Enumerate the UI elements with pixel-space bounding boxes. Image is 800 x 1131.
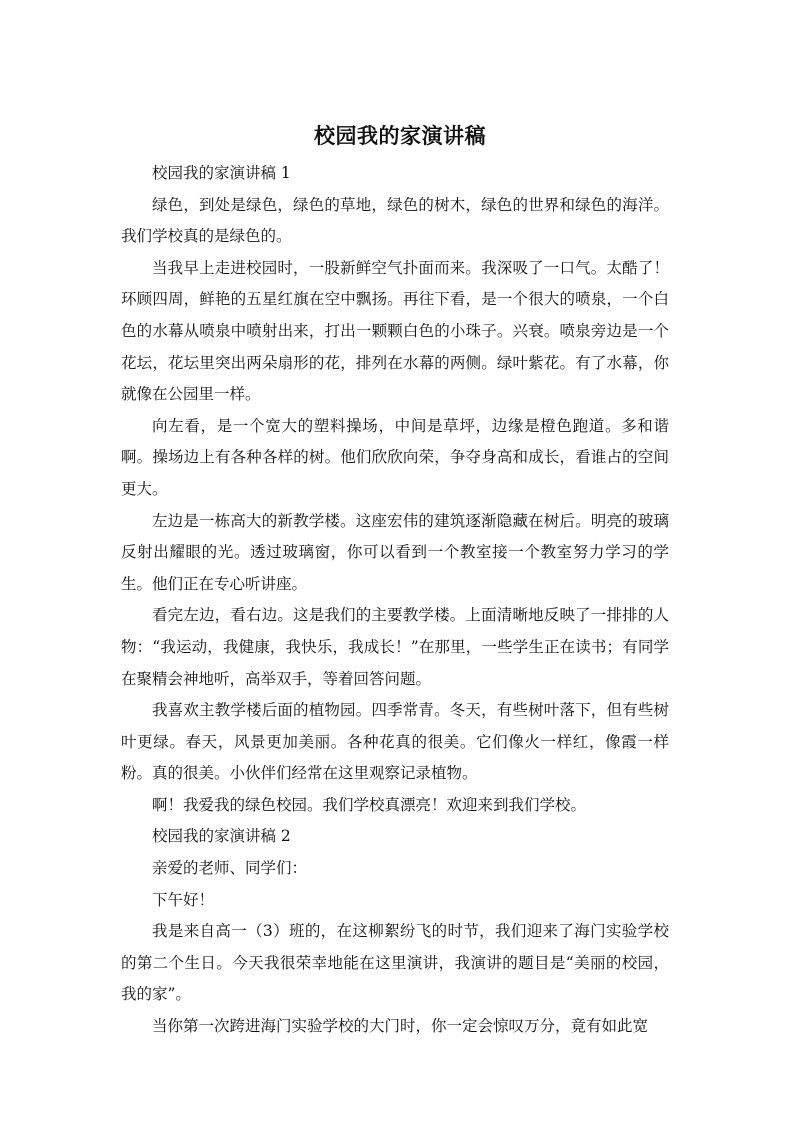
section-heading-1: 校园我的家演讲稿 1 bbox=[152, 164, 291, 182]
paragraph: 啊！我爱我的绿色校园。我们学校真漂亮！欢迎来到我们学校。 bbox=[152, 795, 587, 814]
paragraph: 绿色，到处是绿色，绿色的草地，绿色的树木，绿色的世界和绿色的海洋。我们学校真的是绿色的。 bbox=[121, 195, 669, 246]
document-title: 校园我的家演讲稿 bbox=[314, 124, 486, 148]
paragraph: 下午好！ bbox=[152, 890, 215, 909]
paragraph: 我喜欢主教学楼后面的植物园。四季常青。冬天，有些树叶落下，但有些树叶更绿。春天，风景更加美丽。各种花真的很美。它们像火一样红，像霞一样粉。真的很美。小伙伴们经常在这里观察记录植物。 bbox=[121, 701, 669, 783]
paragraph: 左边是一栋高大的新教学楼。这座宏伟的建筑逐渐隐藏在树后。明亮的玻璃反射出耀眼的光。透过玻璃窗，你可以看到一个教室接一个教室努力学习的学生。他们正在专心听讲座。 bbox=[121, 511, 669, 593]
paragraph: 我是来自高一（3）班的，在这柳絮纷飞的时节，我们迎来了海门实验学校的第二个生日。今天我很荣幸地能在这里演讲，我演讲的题目是“美丽的校园，我的家”。 bbox=[121, 922, 669, 1004]
paragraph: 向左看，是一个宽大的塑料操场，中间是草坪，边缘是橙色跑道。多和谐啊。操场边上有各种各样的树。他们欣欣向荣，争夺身高和成长，看谁占的空间更大。 bbox=[121, 416, 669, 498]
paragraph: 当你第一次跨进海门实验学校的大门时，你一定会惊叹万分，竟有如此宽 bbox=[152, 1017, 649, 1036]
section-heading-2: 校园我的家演讲稿 2 bbox=[152, 827, 291, 846]
paragraph: 亲爱的老师、同学们： bbox=[152, 859, 308, 878]
document-body bbox=[121, 158, 669, 1043]
paragraph: 看完左边，看右边。这是我们的主要教学楼。上面清晰地反映了一排排的人物：“我运动，我健康，我快乐，我成长！”在那里，一些学生正在读书；有同学在聚精会神地听，高举双手，等着回答问题。 bbox=[121, 606, 669, 688]
paragraph: 当我早上走进校园时，一股新鲜空气扑面而来。我深吸了一口气。太酷了！环顾四周，鲜艳的五星红旗在空中飘扬。再往下看，是一个很大的喷泉，一个白色的水幕从喷泉中喷射出来，打出一颗颗白色的小珠子。兴衰。喷泉旁边是一个花坛，花坛里突出两朵扇形的花，排列在水幕的两侧。绿叶紫花。有了水幕，你就像在公园里一样。 bbox=[121, 258, 669, 404]
